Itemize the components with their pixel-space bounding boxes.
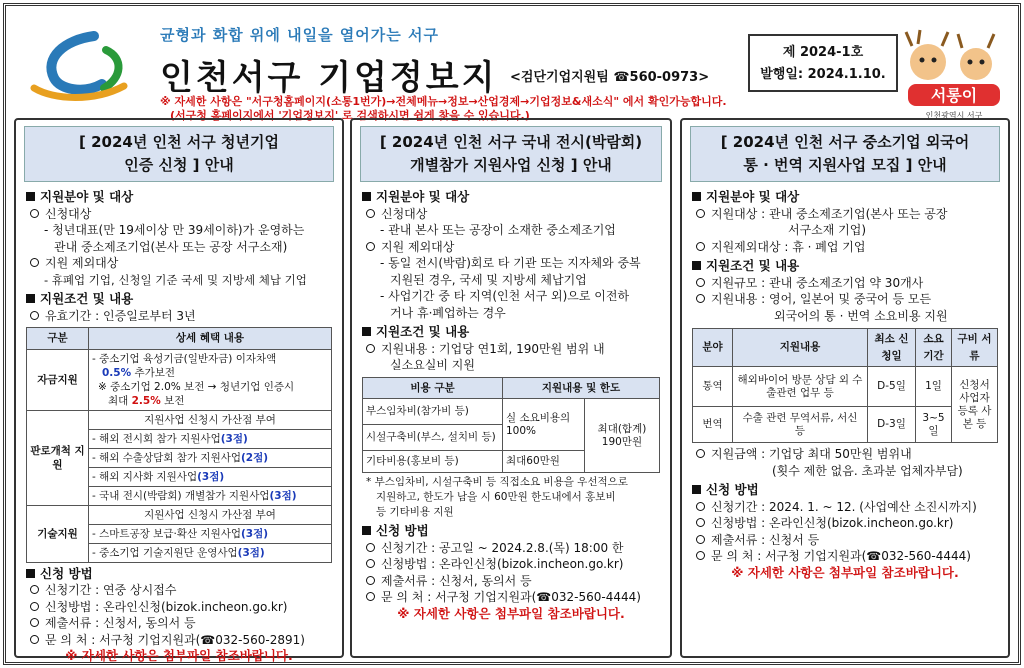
column-title: [24, 126, 334, 182]
page-title: 인천서구 기업정보지: [160, 58, 498, 98]
list-detail: - 관내 본사 또는 공장이 소재한 중소제조기업: [380, 223, 616, 237]
team-contact: <검단기업지원팀 ☎560-0973>: [510, 70, 710, 85]
footer-note: ※ 자세한 사항은 첨부파일 참조바랍니다.: [731, 564, 959, 580]
title-line: [ 2024년 인천 서구 국내 전시(박람회): [379, 133, 643, 151]
slogan: 균형과 화합 위에 내일을 열어가는 서구: [160, 26, 439, 44]
cost-table: [362, 377, 660, 474]
title-line: 개별참가 지원사업 신청 ] 안내: [410, 156, 612, 174]
list-item: 신청기간 : 연중 상시접수: [26, 582, 332, 599]
column-youth-business: [14, 118, 344, 663]
mascot-image: [898, 26, 1008, 122]
list-detail: 실소요실비 지원: [390, 358, 475, 372]
table-row: 판로개척 지원 지원사업 신청시 가산점 부여: [27, 410, 332, 429]
table-row: 기술지원 지원사업 신청시 가산점 부여: [27, 505, 332, 524]
list-item: 신청대상: [362, 206, 660, 223]
list-item: 지원 제외대상: [26, 255, 332, 272]
list-detail: - 청년대표(만 19세이상 만 39세이하)가 운영하는: [44, 223, 305, 237]
list-item: 유효기간 : 인증일로부터 3년: [26, 308, 332, 325]
issue-date: 발행일: 2024.1.10.: [760, 67, 886, 82]
title-line: 통 · 번역 지원사업 모집 ] 안내: [743, 156, 947, 174]
list-item: 문 의 처 : 서구청 기업지원과(☎032-560-4444): [362, 589, 660, 606]
section-heading: 지원분야 및 대상: [26, 189, 332, 206]
list-item: 신청기간 : 공고일 ~ 2024.2.8.(목) 18:00 한: [362, 540, 660, 557]
list-item: 신청방법 : 온라인신청(bizok.incheon.go.kr): [26, 599, 332, 616]
list-item: 제출서류 : 신청서, 동의서 등: [26, 615, 332, 632]
list-item: 지원금액 : 기업당 최대 50만원 범위내: [692, 446, 998, 463]
list-item: 문 의 처 : 서구청 기업지원과(☎032-560-4444): [692, 548, 998, 565]
table-header: 최소 신청일: [868, 329, 916, 367]
list-item: 지원제외대상 : 휴 · 폐업 기업: [692, 239, 998, 256]
section-heading: 신청 방법: [362, 523, 660, 540]
issue-box: [748, 34, 898, 92]
section-heading: 신청 방법: [692, 482, 998, 499]
table-row: 통역 해외바이어 방문 상담 외 수출관련 업무 등 D-5일 1일 신청서 사업자 등록 사본 등: [693, 367, 998, 407]
list-detail: (횟수 제한 없음. 초과분 업체자부담): [772, 463, 963, 478]
list-item: 신청대상: [26, 206, 332, 223]
column-title: [360, 126, 662, 182]
table-header: 소요 기간: [916, 329, 952, 367]
table-row: 기타비용(홍보비 등) 최대60만원: [363, 451, 660, 473]
list-detail: 관내 중소제조기업(본사 또는 공장 서구소재): [54, 239, 288, 254]
footer-note: ※ 자세한 사항은 첨부파일 참조바랍니다.: [397, 605, 625, 621]
list-item: 지원 제외대상: [362, 239, 660, 256]
list-detail: - 사업기간 중 타 지역(인천 서구 외)으로 이전하: [380, 289, 630, 303]
table-note: * 부스임차비, 시설구축비 등 직접소요 비용을 우선적으로 지원하고, 한도가 남을 시 60만원 한도내에서 홍보비 등 기타비용 지원: [366, 476, 628, 518]
list-item: 지원내용 : 영어, 일본어 및 중국어 등 모든: [692, 291, 998, 308]
title-line: [ 2024년 인천 서구 중소기업 외국어: [720, 133, 970, 151]
column-exhibition-support: [350, 118, 672, 658]
title-line: 인증 신청 ] 안내: [124, 156, 234, 174]
section-heading: 지원조건 및 내용: [26, 291, 332, 308]
list-item: 지원규모 : 관내 중소제조기업 약 30개사: [692, 275, 998, 292]
list-item: 문 의 처 : 서구청 기업지원과(☎032-560-2891): [26, 632, 332, 649]
header-note-sub: (서구청 홈페이지에서 '기업정보지' 로 검색하시면 쉽게 찾을 수 있습니다.): [170, 109, 530, 122]
table-row: 부스임차비(참가비 등) 실 소요비용의 100% 최대(합계) 190만원: [363, 399, 660, 425]
section-heading: 지원조건 및 내용: [692, 258, 998, 275]
table-header: 비용 구분: [363, 377, 503, 399]
section-heading: 지원분야 및 대상: [692, 189, 998, 206]
table-header: 지원내용 및 한도: [503, 377, 660, 399]
list-item: 제출서류 : 신청서, 동의서 등: [362, 573, 660, 590]
title-line: [ 2024년 인천 서구 청년기업: [79, 133, 279, 151]
table-header: 상세 혜택 내용: [89, 328, 332, 350]
table-header: 지원내용: [733, 329, 868, 367]
section-heading: 신청 방법: [26, 566, 332, 583]
table-row: 시설구축비(부스, 설치비 등): [363, 425, 660, 451]
section-heading: 지원조건 및 내용: [362, 324, 660, 341]
header-note: ※ 자세한 사항은 "서구청홈페이지(소통1번가)→전체메뉴→정보→산업경제→기업정보&새소식" 에서 확인가능합니다.: [160, 95, 727, 108]
table-header: 분야: [693, 329, 733, 367]
column-title: [690, 126, 1000, 182]
list-detail: 지원된 경우, 국세 및 지방세 체납기업: [390, 272, 587, 287]
list-item: 지원내용 : 기업당 연1회, 190만원 범위 내: [362, 341, 660, 358]
list-detail: 서구소재 기업): [788, 223, 867, 237]
seogu-logo: [24, 28, 144, 108]
list-item: 신청기간 : 2024. 1. ~ 12. (사업예산 소진시까지): [692, 499, 998, 516]
list-detail: 거나 휴·폐업하는 경우: [390, 305, 506, 320]
list-detail: 외국어의 통 · 번역 소요비용 지원: [774, 308, 948, 323]
list-item: 제출서류 : 신청서 등: [692, 532, 998, 549]
footer-note: ※ 자세한 사항은 첨부파일 참조바랍니다.: [65, 648, 293, 663]
benefits-table: 구분 상세 혜택 내용 자금지원 - 중소기업 육성기금(일반자금) 이자차액 0.5% 추가보전 ※ 중소기업 2.0% 보전 → 청년기업 인증시 최대 2.5% 보전 판로개척 지원 지원사업 신청시 가산점 부여 - 해외 전시회 참가 지원사업(3점) - 해외 수출상담회 참가 지원사업(2점) - 해외 지사화 지원사업(3점) - 국내 전시(박람회) 개별참가 지원사업(3점) 기술지원 지원사업 신청시 가산점 부여 - 스마트공장 보급·확산 지원사업(3점) - 중소기업 기술지원단 운영사업(3점): [26, 327, 332, 563]
list-item: 신청방법 : 온라인신청(bizok.incheon.go.kr): [362, 556, 660, 573]
table-row: 번역 수출 관련 무역서류, 서신 등 D-3일 3~5일: [693, 407, 998, 443]
table-header: 구비 서류: [952, 329, 998, 367]
list-item: 지원대상 : 관내 중소제조기업(본사 또는 공장: [692, 206, 998, 223]
header: [10, 10, 1014, 122]
column-translation-support: [680, 118, 1010, 658]
list-item: 신청방법 : 온라인신청(bizok.incheon.go.kr): [692, 515, 998, 532]
translation-table: [692, 328, 998, 443]
issue-number: 제 2024-1호: [782, 45, 864, 60]
list-detail: - 동일 전시(박람)회로 타 기관 또는 지자체와 중복: [380, 256, 641, 270]
table-header: 구분: [27, 328, 89, 350]
section-heading: 지원분야 및 대상: [362, 189, 660, 206]
svg-text:인천광역시 서구: 인천광역시 서구: [925, 111, 983, 120]
list-detail: - 휴폐업 기업, 신청일 기준 국세 및 지방세 체납 기업: [44, 272, 307, 287]
svg-text:서롱이: 서롱이: [930, 86, 978, 105]
table-row: 자금지원 - 중소기업 육성기금(일반자금) 이자차액 0.5% 추가보전 ※ 중소기업 2.0% 보전 → 청년기업 인증시 최대 2.5% 보전: [27, 349, 332, 410]
